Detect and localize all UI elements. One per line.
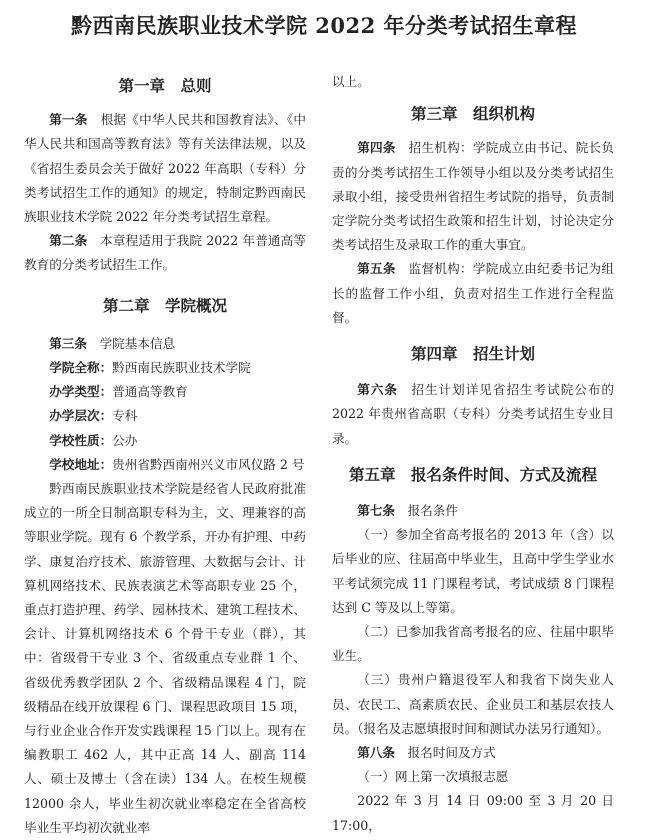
article-6-text: 招生计划详见省招生考试院公布的 2022 年贵州省高职（专科）分类考试招生专业目录。 <box>332 382 615 446</box>
chapter-3-heading: 第三章 组织机构 <box>410 105 535 124</box>
article-8 <box>332 741 614 765</box>
condition-3: （三）贵州户籍退役军人和我省下岗失业人员、农民工、高素质农民、企业员工和基层农技人员。（报名及志愿填报时间和测试办法另行通知）。 <box>332 672 614 736</box>
article-2-label: 第二条 <box>49 233 88 249</box>
article-7 <box>332 499 614 523</box>
article-3-label: 第三条 <box>49 335 87 351</box>
schedule-item-1: （一）网上第一次填报志愿 <box>357 769 509 785</box>
info-row <box>24 429 306 453</box>
info-row <box>24 404 306 428</box>
info-value: 专科 <box>112 408 138 424</box>
right-column <box>332 70 614 838</box>
article-4-label: 第四条 <box>357 140 396 156</box>
info-label: 办学层次： <box>49 408 113 424</box>
condition-1: （一）参加全省高考报名的 2013 年（含）以后毕业的应、往届高中毕业生，且高中学生学业水平考试须完成 11 门课程考试，考试成绩 8 门课程达到 C 等及以上等第。 <box>332 527 614 615</box>
article-7-text: 报名条件 <box>407 503 458 519</box>
article-1-text: 根据《中华人民共和国教育法》、《中华人民共和国高等教育法》等有关法律法规，以及《省招生委员会关于做好 2022 年高职（专科）分类考试招生工作的通知》的规定，特制定黔西南民族职业技术学院 2022 年分类考试招生章程。 <box>24 112 307 225</box>
article-5-label: 第五条 <box>357 261 396 277</box>
left-column <box>24 70 306 840</box>
college-intro: 黔西南民族职业技术学院是经省人民政府批准成立的一所全日制高职专科为主，文、理兼容的高等职业学院。现有 6 个教学系，开办有护理、中药学、康复治疗技术、旅游管理、大数据与会计、计算机网络技术、民族表演艺术等高职专业 25 个，重点打造护理、药学、园林技术、建筑工程技术、会计、计算机网络技术 6 个骨干专业（群），其中：省级骨干专业 3 个、省级重点专业群 1 个、省级优秀教学团队 2 个、省级精品课程 4 门，院级精品在线开放课程 6 门、课程思政项目 15 项，与行业企业合作开发实践课程 15 门以上。现有在编教职工 462 人，其中正高 14 人、副高 114 人、硕士及博士（含在读）134 人。在校生规模 12000 余人，毕业生初次就业率稳定在全省高校毕业生平均初次就业率 <box>24 481 306 835</box>
article-4 <box>332 136 614 257</box>
continued-text: 以上。 <box>332 74 370 89</box>
article-2-text: 本章程适用于我院 2022 年普通高等教育的分类考试招生工作。 <box>24 233 307 273</box>
document-title: 黔西南民族职业技术学院 2022 年分类考试招生章程 <box>70 13 578 38</box>
article-5-text: 监督机构：学院成立由纪委书记为组长的监督工作小组，负责对招生工作进行全程监督。 <box>332 261 615 325</box>
condition-2: （二）已参加我省高考报名的应、往届中职毕业生。 <box>332 624 614 664</box>
info-value: 公办 <box>112 432 138 448</box>
article-8-label: 第八条 <box>357 745 395 761</box>
article-6-label: 第六条 <box>357 382 398 398</box>
article-2 <box>24 229 306 277</box>
info-value: 黔西南民族职业技术学院 <box>112 360 251 376</box>
info-row <box>24 453 306 477</box>
info-value: 普通高等教育 <box>112 384 188 400</box>
article-1-label: 第一条 <box>49 112 88 128</box>
chapter-4-heading: 第四章 招生计划 <box>410 345 535 364</box>
article-3 <box>24 332 306 356</box>
info-row <box>24 380 306 404</box>
info-value: 贵州省黔西南州兴义市风仪路 2 号 <box>112 456 305 472</box>
info-row <box>24 356 306 380</box>
info-label: 学校地址： <box>49 456 113 472</box>
article-5 <box>332 257 614 330</box>
chapter-1-heading: 第一章 总则 <box>118 77 212 95</box>
article-3-text: 学院基本信息 <box>99 335 176 351</box>
chapter-2-heading: 第二章 学院概况 <box>102 296 227 315</box>
article-1 <box>24 108 306 229</box>
article-8-text: 报名时间及方式 <box>407 745 496 761</box>
chapter-5-heading: 第五章 报名条件时间、方式及流程 <box>348 465 597 484</box>
info-label: 学院全称： <box>49 360 113 376</box>
info-label: 办学类型： <box>49 384 113 400</box>
article-4-text: 招生机构：学院成立由书记、院长负责的分类考试招生工作领导小组以及分类考试招生录取小组，接受贵州省招生考试院的指导，负责制定学院分类考试招生政策和招生计划，讨论决定分类考试招生及录取工作的重大事宜。 <box>332 140 615 253</box>
article-6 <box>332 378 614 451</box>
info-label: 学校性质： <box>49 432 113 448</box>
article-7-label: 第七条 <box>357 503 395 519</box>
schedule-date-1: 2022 年 3 月 14 日 09:00 至 3 月 20 日 17:00， <box>332 793 614 833</box>
